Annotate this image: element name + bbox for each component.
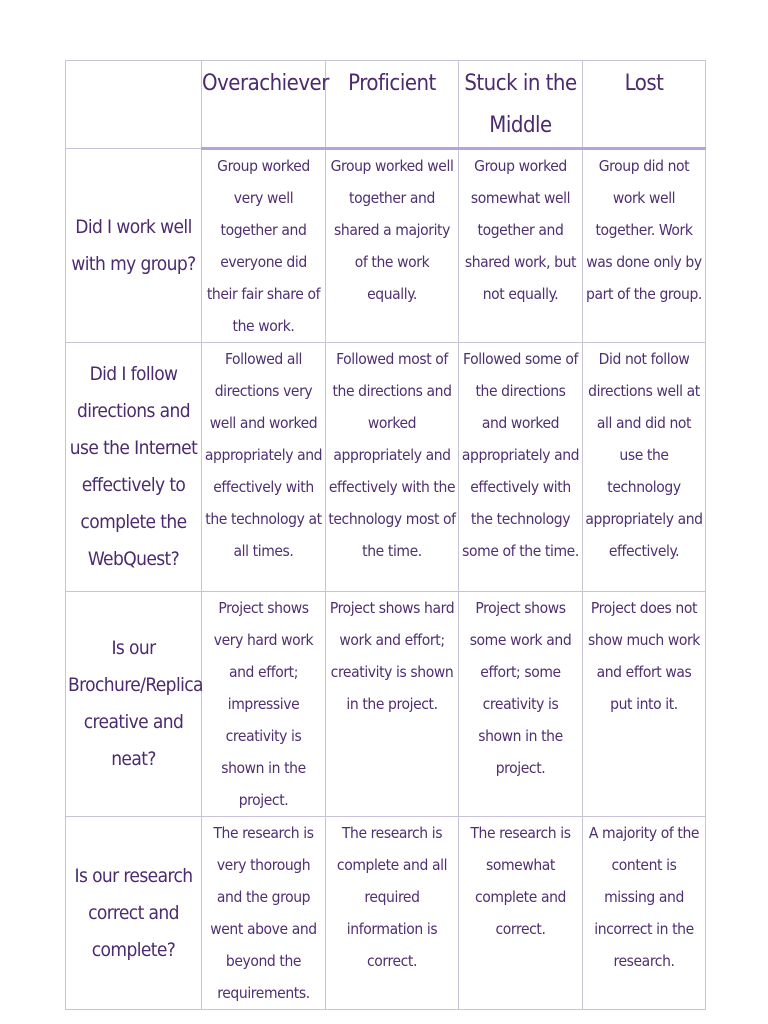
rubric-cell: Did not follow directions well at all and did not use the technology appropriately and effectively.	[583, 343, 706, 592]
rubric-table	[65, 60, 706, 1010]
rubric-cell: A majority of the content is missing and incorrect in the research.	[583, 817, 706, 1010]
rubric-cell: Followed most of the directions and worked appropriately and effectively with the technology most of the time.	[326, 343, 459, 592]
rubric-cell: Group worked well together and shared a majority of the work equally.	[326, 149, 459, 343]
header-overachiever: Overachiever	[202, 61, 326, 149]
header-stuck-in-the-middle: Stuck in the Middle	[459, 61, 583, 149]
rubric-cell: Project shows some work and effort; some creativity is shown in the project.	[459, 592, 583, 817]
rubric-cell: Project shows hard work and effort; creativity is shown in the project.	[326, 592, 459, 817]
table-row	[66, 592, 706, 817]
rubric-cell: Group worked very well together and everyone did their fair share of the work.	[202, 149, 326, 343]
rubric-cell: Followed some of the directions and worked appropriately and effectively with the technology some of the time.	[459, 343, 583, 592]
header-row	[66, 61, 706, 149]
rubric-cell: Project shows very hard work and effort; impressive creativity is shown in the project.	[202, 592, 326, 817]
header-lost: Lost	[583, 61, 706, 149]
rubric-cell: The research is very thorough and the group went above and beyond the requirements.	[202, 817, 326, 1010]
corner-cell	[66, 61, 202, 149]
criterion-label: Is our research correct and complete?	[66, 817, 202, 1010]
header-proficient: Proficient	[326, 61, 459, 149]
table-row	[66, 149, 706, 343]
rubric-cell: Project does not show much work and effort was put into it.	[583, 592, 706, 817]
rubric-cell: Group did not work well together. Work was done only by part of the group.	[583, 149, 706, 343]
criterion-label: Is our Brochure/Replica creative and neat?	[66, 592, 202, 817]
criterion-label: Did I work well with my group?	[66, 149, 202, 343]
criterion-label: Did I follow directions and use the Internet effectively to complete the WebQuest?	[66, 343, 202, 592]
rubric-cell: The research is complete and all required information is correct.	[326, 817, 459, 1010]
table-row	[66, 343, 706, 592]
rubric-cell: Group worked somewhat well together and shared work, but not equally.	[459, 149, 583, 343]
rubric-cell: The research is somewhat complete and correct.	[459, 817, 583, 1010]
table-row	[66, 817, 706, 1010]
rubric-cell: Followed all directions very well and worked appropriately and effectively with the technology at all times.	[202, 343, 326, 592]
